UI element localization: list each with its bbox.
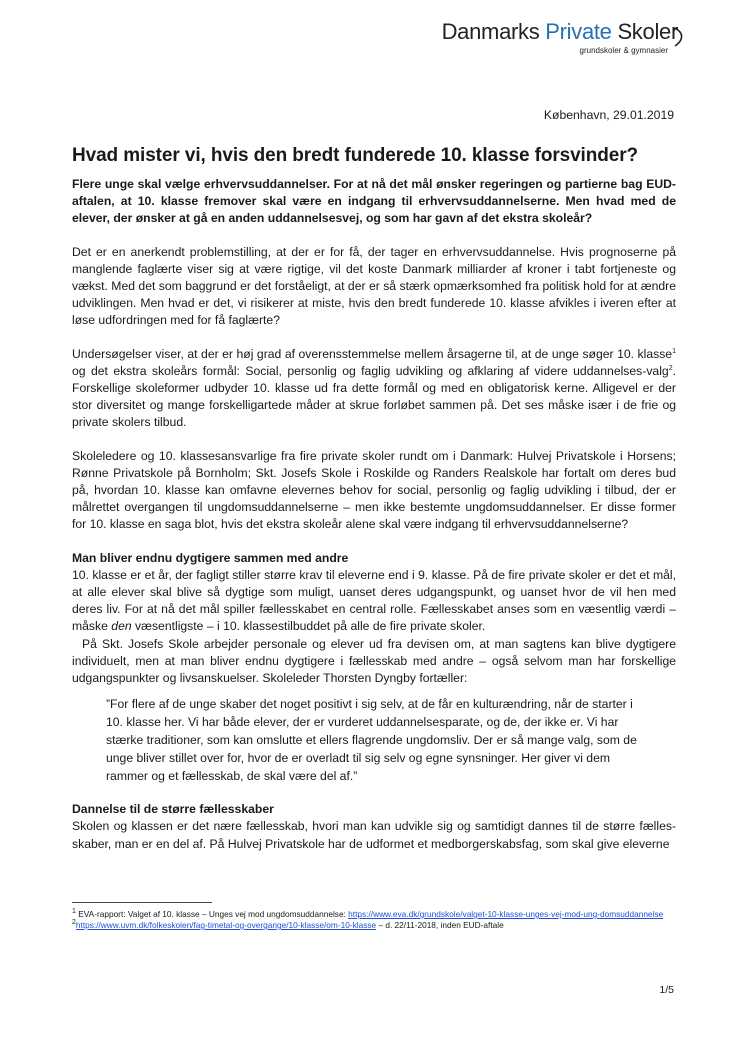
footnote-ref-2[interactable]: 2 (668, 364, 673, 372)
logo-wordmark (442, 20, 678, 44)
footnote-divider (72, 902, 212, 903)
footnote-1-link[interactable]: https://www.eva.dk/grundskole/valget-10-klasse-unges-vej-mod-ung-domsuddannelse (348, 909, 664, 919)
article-title: Hvad mister vi, hvis den bredt funderede 10. klasse forsvinder? (72, 145, 639, 166)
footnote-ref-1[interactable]: 1 (672, 347, 676, 355)
logo-word-danmarks: Danmarks (441, 19, 540, 44)
logo-word-skoler: Skoler (617, 19, 678, 44)
paragraph-community: 10. klasse er et år, der fagligt stiller større krav til eleverne end i 9. klasse. På de fire private skoler er det et mål, at alle elever skal blive så dygtige som muligt, uanset deres udgangspunkt, og uanset hvor de vil hen med deres liv. For at nå det mål spiller fællesskabet en central rolle. Fællesskabet anses som en væsentlig værdi – måske den væsentligste – i 10. klassestilbuddet på alle de fire private skoler. (72, 567, 676, 634)
footnote-2-link[interactable]: https://www.uvm.dk/folkeskolen/fag-timetal-og-overgange/10-klasse/om-10-klasse (75, 920, 377, 930)
paragraph-schools: Skoleledere og 10. klassesansvarlige fra fire private skoler rundt om i Danmark: Hulvej Privatskole i Horsens; Rønne Privatskole på Bornholm; Skt. Josefs Skole i Roskilde og Randers Realskole har fortalt om deres bud på, hvordan 10. klasse kan omfavne elevernes behov for social, personlig og faglig udvikling i tilbud, der er målrettet overgangen til ungdomsuddannelserne – men ikke bestemte ungdomsuddannelser. Er disse former for 10. klasse en saga blot, hvis det ekstra skoleår alene skal være indgang til erhvervsuddannelserne? (72, 448, 676, 532)
footnote-2: $^2$https://www.uvm.dk/folkeskolen/fag-timetal-og-overgange/10-klasse/om-10-klasse – d. 22/11-2018, inden EUD-aftale (72, 919, 504, 930)
section-heading-community: Man bliver endnu dygtigere sammen med andre (72, 550, 349, 565)
document-date: København, 29.01.2019 (543, 108, 674, 122)
article-body (72, 144, 676, 853)
emphasis: den (111, 619, 132, 634)
paragraph-intro: Det er en anerkendt problemstilling, at der er for få, der tager en erhvervsuddannelse. Hvis prognoserne på manglende faglærte viser sig at være rigtige, vil det koste Danmark milliarder af kroner i tabt fortjeneste og vækst. Med det som baggrund er det forståeligt, at der er så stærk opmærksomhed fra politisk hold for at ændre udviklingen. Men hvad er det, vi risikerer at miste, hvis den bredt funderede 10. klasse afvikles i iveren efter at løse udfordringen med for få faglærte? (72, 244, 676, 328)
footnotes (72, 902, 676, 931)
quote-thorsten-dyngby: ”For flere af de unge skaber det noget positivt i sig selv, at de får en kulturændring, når de starter i 10. klasse her. Vi har både elever, der er vurderet uddannelsesparate, og de, der ikke er. Vi har stærke traditioner, som kan omslutte et ellers flagrende ungdomsliv. Der er så mange valg, som de unge bliver stillet over for, hvor de er overladt til sig selv og egne synsninger. Her giver vi dem rammer og et fællesskab, de skal være del af.” (106, 697, 637, 784)
organization-logo (442, 20, 678, 55)
article-lead: Flere unge skal vælge erhvervsuddannelser. For at nå det mål ønsker regeringen og partierne bag EUD-aftalen, at 10. klasse fremover skal være en indgang til erhvervsuddannelserne. Men hvad med de elever, der ønsker at gå en anden uddannelsesvej, og som har gavn af det ekstra skoleår? (72, 177, 676, 226)
logo-word-private: Private (545, 19, 612, 44)
logo-swash-icon (672, 26, 686, 48)
logo-tagline: grundskoler & gymnasier (579, 46, 668, 55)
paragraph-research: Undersøgelser viser, at der er høj grad af overensstemmelse mellem årsagerne til, at de unge søger 10. klasse$^1$ og det ekstra skoleårs formål: Social, personlig og faglig udvikling og afklaring af videre uddannelses-valg$^2$. Forskellige skoleformer udbyder 10. klasse ud fra dette formål og med en obligatorisk kerne. Alligevel er der stor diversitet og mange forskelligartede måder at skrue forløbet sammen på. Det ses måske især i de frie og private skolers tilbud. (72, 346, 676, 430)
footnote-1: $^1$ EVA-rapport: Valget af 10. klasse – Unges vej mod ungdomsuddannelse: https://www.eva.dk/grundskole/valget-10-klasse-unges-vej-mod-ung-domsuddannelse (72, 908, 664, 919)
paragraph-dannelse: Skolen og klassen er det nære fællesskab, hvori man kan udvikle sig og samtidigt dannes til de større fælles-skaber, man er en del af. På Hulvej Privatskole har de udformet et medborgerskabsfag, som skal give eleverne (72, 819, 676, 851)
paragraph-skt-josefs: På Skt. Josefs Skole arbejder personale og elever ud fra devisen om, at man sagtens kan blive dygtigere individuelt, men at man bliver endnu dygtigere i fællesskab med andre – også selvom man har forskellige udgangspunkter og livsanskuelser. Skoleleder Thorsten Dyngby fortæller: (72, 636, 676, 686)
page-number: 1/5 (659, 984, 674, 996)
section-heading-dannelse: Dannelse til de større fællesskaber (72, 802, 274, 817)
